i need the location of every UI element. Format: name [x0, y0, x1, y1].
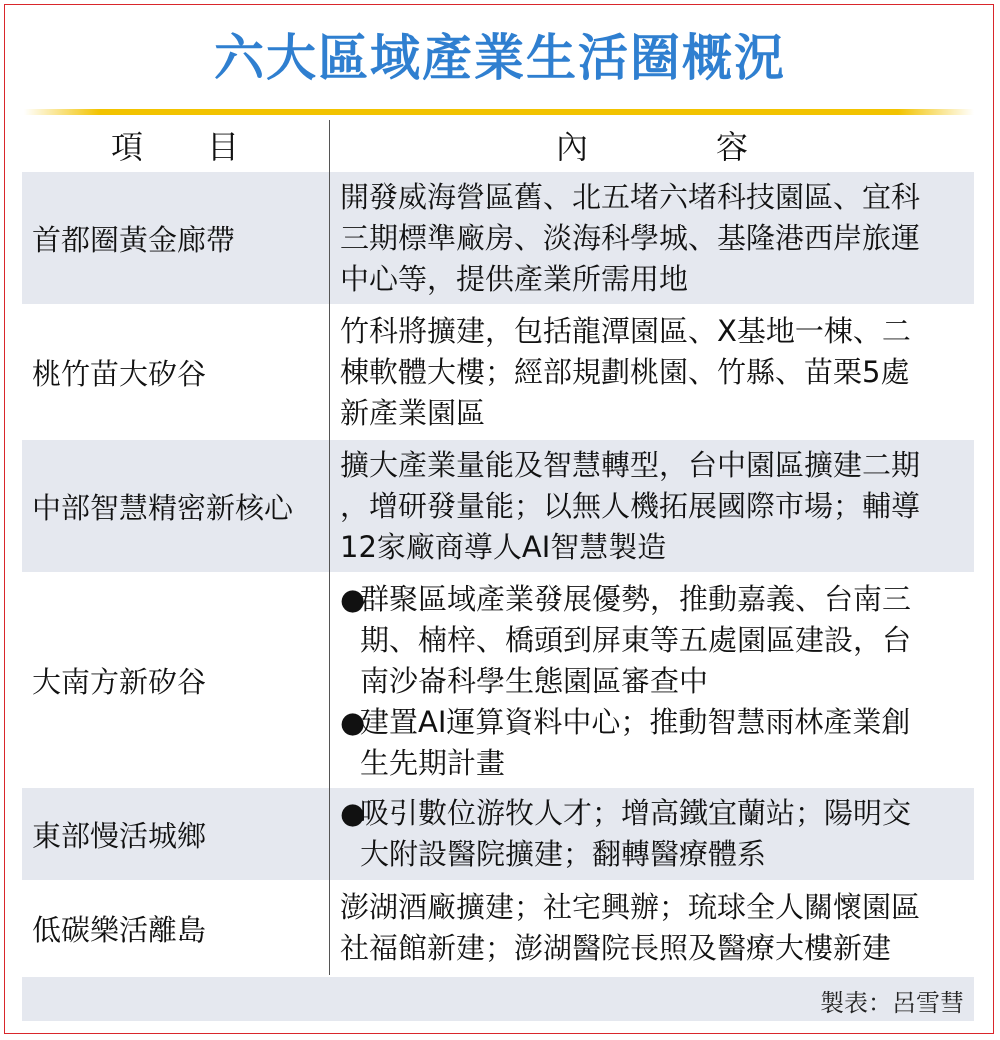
table-row — [22, 306, 974, 438]
row-content — [340, 579, 970, 784]
bullet-dot-icon: ● — [340, 582, 366, 616]
bullet-item — [340, 579, 970, 702]
title-underline — [24, 109, 974, 115]
content-line: 新產業園區 — [340, 396, 486, 430]
page-title: 六大區域產業生活圈概況 — [214, 29, 786, 87]
row-item-label: 東部慢活城鄉 — [32, 818, 207, 853]
row-item-label: 首都圈黃金廊帶 — [32, 222, 236, 257]
content-line: 生先期計畫 — [360, 746, 506, 780]
row-content — [340, 793, 970, 875]
content-line: 三期標準廠房、淡海科學城、基隆港西岸旅運 — [340, 221, 921, 255]
table-row — [22, 172, 974, 304]
bullet-item — [340, 793, 970, 875]
bullet-dot-icon: ● — [340, 705, 366, 739]
row-item-label: 中部智慧精密新核心 — [32, 490, 294, 525]
row-content — [340, 177, 970, 300]
content-line: 建置AI運算資料中心；推動智慧雨林產業創 — [360, 705, 911, 739]
row-item-label: 桃竹苗大矽谷 — [32, 356, 207, 391]
content-line: 12家廠商導人AI智慧製造 — [340, 530, 667, 564]
table-row — [22, 574, 974, 786]
credit-text: 製表：呂雪彗 — [820, 989, 964, 1017]
row-item-label: 大南方新矽谷 — [32, 664, 207, 699]
table-row — [22, 440, 974, 572]
content-line: 吸引數位游牧人才；增高鐵宜蘭站；陽明交 — [360, 796, 912, 830]
table-row — [22, 788, 974, 880]
content-line: ，增研發量能；以無人機拓展國際市場；輔導 — [340, 489, 921, 523]
row-content — [340, 445, 970, 568]
header-content: 內 容 — [555, 128, 748, 166]
column-divider — [329, 120, 330, 975]
content-line: 期、楠梓、橋頭到屏東等五處園區建設，台 — [360, 623, 912, 657]
content-line: 竹科將擴建，包括龍潭園區、X基地一棟、二 — [340, 314, 911, 348]
content-line: 棟軟體大樓；經部規劃桃園、竹縣、苗栗5處 — [340, 355, 910, 389]
content-line: 群聚區域產業發展優勢，推動嘉義、台南三 — [360, 582, 912, 616]
content-line: 大附設醫院擴建；翻轉醫療體系 — [360, 837, 767, 871]
row-item-label: 低碳樂活離島 — [32, 912, 207, 947]
content-line: 中心等，提供產業所需用地 — [340, 262, 689, 296]
content-line: 擴大產業量能及智慧轉型，台中園區擴建二期 — [340, 448, 921, 482]
bullet-item — [340, 702, 970, 784]
header-item: 項 目 — [110, 128, 239, 166]
credit-bar — [22, 977, 974, 1021]
bullet-dot-icon: ● — [340, 796, 366, 830]
content-line: 社福館新建；澎湖醫院長照及醫療大樓新建 — [340, 931, 892, 965]
content-line: 澎湖酒廠擴建；社宅興辦；琉球全人關懷園區 — [340, 890, 921, 924]
row-content — [340, 887, 970, 969]
content-line: 開發威海營區舊、北五堵六堵科技園區、宜科 — [340, 180, 921, 214]
table-row — [22, 882, 974, 974]
row-content — [340, 311, 970, 434]
content-line: 南沙崙科學生態園區審查中 — [360, 664, 709, 698]
